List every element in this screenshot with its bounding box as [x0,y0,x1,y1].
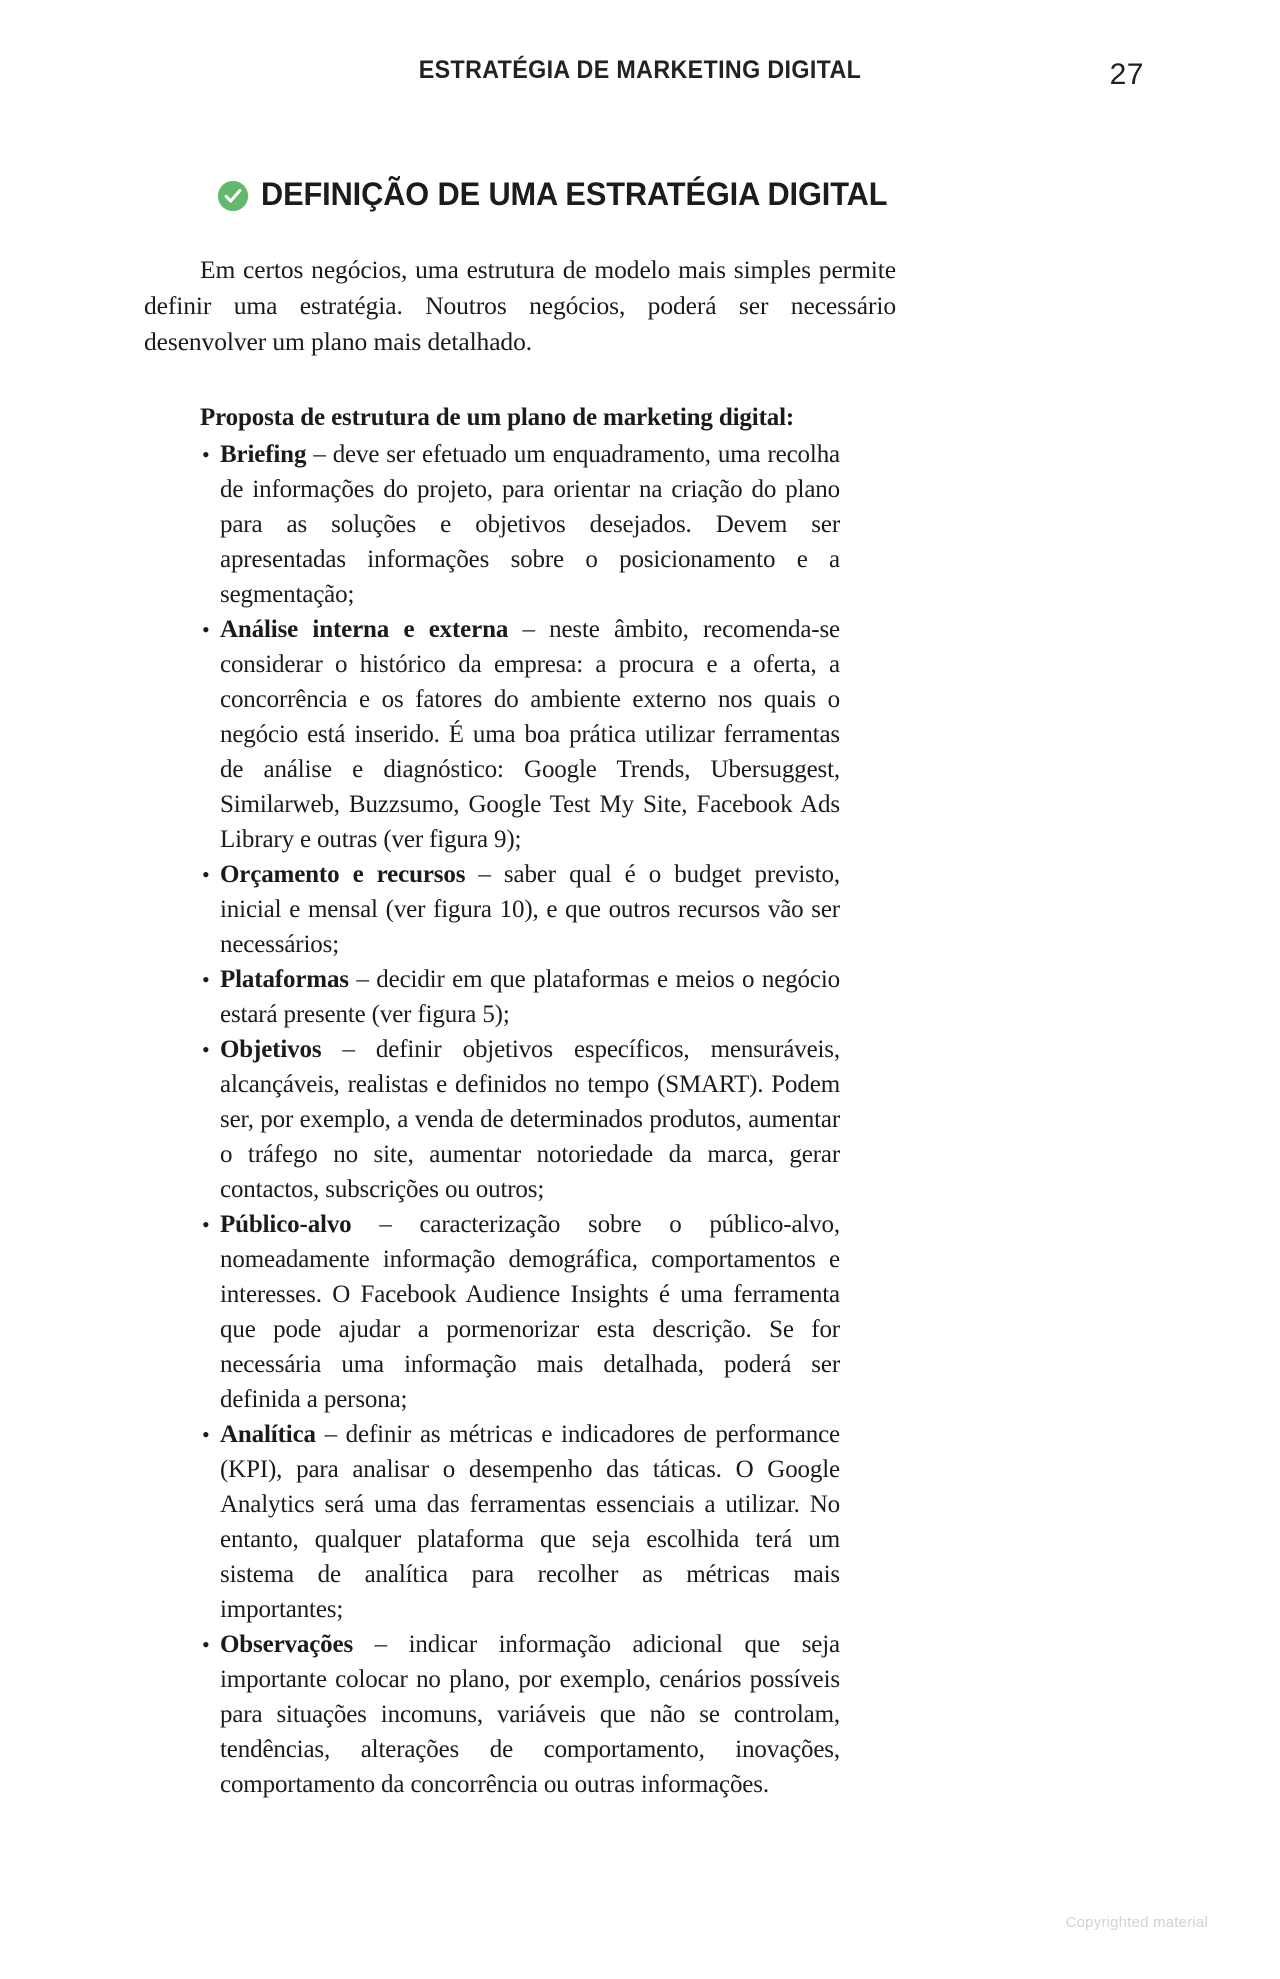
list-item [200,1032,840,1207]
list-item-term: Objetivos [220,1036,322,1063]
list-item-term: Público-alvo [220,1211,352,1238]
list-item-body: – neste âmbito, recomenda-se considerar o histórico da empresa: a procura e a oferta, a concorrência e os fatores do ambiente externo nos quais o negócio está inserido. É uma boa prática utilizar ferramentas de análise e diagnóstico: Google Trends, Ubersuggest, Similarweb, Buzzsumo, Google Test My Site, Facebook Ads Library e outras (ver figura 9); [220,616,840,853]
check-circle-icon [218,181,248,211]
running-head-title: ESTRATÉGIA DE MARKETING DIGITAL [418,56,862,84]
list-item-term: Orçamento e recursos [220,861,466,888]
proposal-block [144,400,840,1802]
list-item [200,857,840,962]
list-item [200,1627,840,1802]
list-item [200,437,840,612]
list-item [200,612,840,857]
list-item-body: – saber qual é o budget previsto, inicial e mensal (ver figura 10), e que outros recursos vão ser necessários; [220,861,840,958]
running-head [0,56,1280,96]
list-item [200,962,840,1032]
copyright-watermark: Copyrighted material [1065,1914,1208,1931]
section-heading-label: DEFINIÇÃO DE UMA ESTRATÉGIA DIGITAL [261,176,888,212]
list-item-term: Análise interna e externa [220,616,509,643]
proposal-bullet-list [200,437,840,1802]
intro-paragraph: Em certos negócios, uma estrutura de modelo mais simples permite definir uma estratégia. Noutros negócios, poderá ser necessário desenvolver um plano mais detalhado. [144,255,896,356]
list-item-body: – definir as métricas e indicadores de performance (KPI), para analisar o desempenho das táticas. O Google Analytics será uma das ferramentas essenciais a utilizar. No entanto, qualquer plataforma que seja escolhida terá um sistema de analítica para recolher as métricas mais importantes; [220,1421,840,1623]
list-item [200,1207,840,1417]
text-column [144,252,896,1802]
list-item-term: Analítica [220,1421,316,1448]
list-item-body: – definir objetivos específicos, mensuráveis, alcançáveis, realistas e definidos no tempo (SMART). Podem ser, por exemplo, a venda de determinados produtos, aumentar o tráfego no site, aumentar notoriedade da marca, gerar contactos, subscrições ou outros; [220,1036,840,1203]
list-item-term: Plataformas [220,966,349,993]
list-item [200,1417,840,1627]
page-number: 27 [1109,58,1144,91]
list-item-body: – caracterização sobre o público-alvo, nomeadamente informação demográfica, comportamentos e interesses. O Facebook Audience Insights é uma ferramenta que pode ajudar a pormenorizar esta descrição. Se for necessária uma informação mais detalhada, poderá ser definida a persona; [220,1211,840,1413]
list-item-term: Observações [220,1631,354,1658]
list-item-body: – deve ser efetuado um enquadramento, uma recolha de informações do projeto, para orientar na criação do plano para as soluções e objetivos desejados. Devem ser apresentadas informações sobre o posicionamento e a segmentação; [220,441,840,608]
list-item-term: Briefing [220,441,307,468]
list-item-body: – decidir em que plataformas e meios o negócio estará presente (ver figura 5); [220,966,840,1028]
list-title: Proposta de estrutura de um plano de marketing digital: [200,404,795,431]
list-item-body: – indicar informação adicional que seja importante colocar no plano, por exemplo, cenários possíveis para situações incomuns, variáveis que não se controlam, tendências, alterações de comportamento, inovações, comportamento da concorrência ou outras informações. [220,1631,840,1798]
section-heading [218,176,914,213]
